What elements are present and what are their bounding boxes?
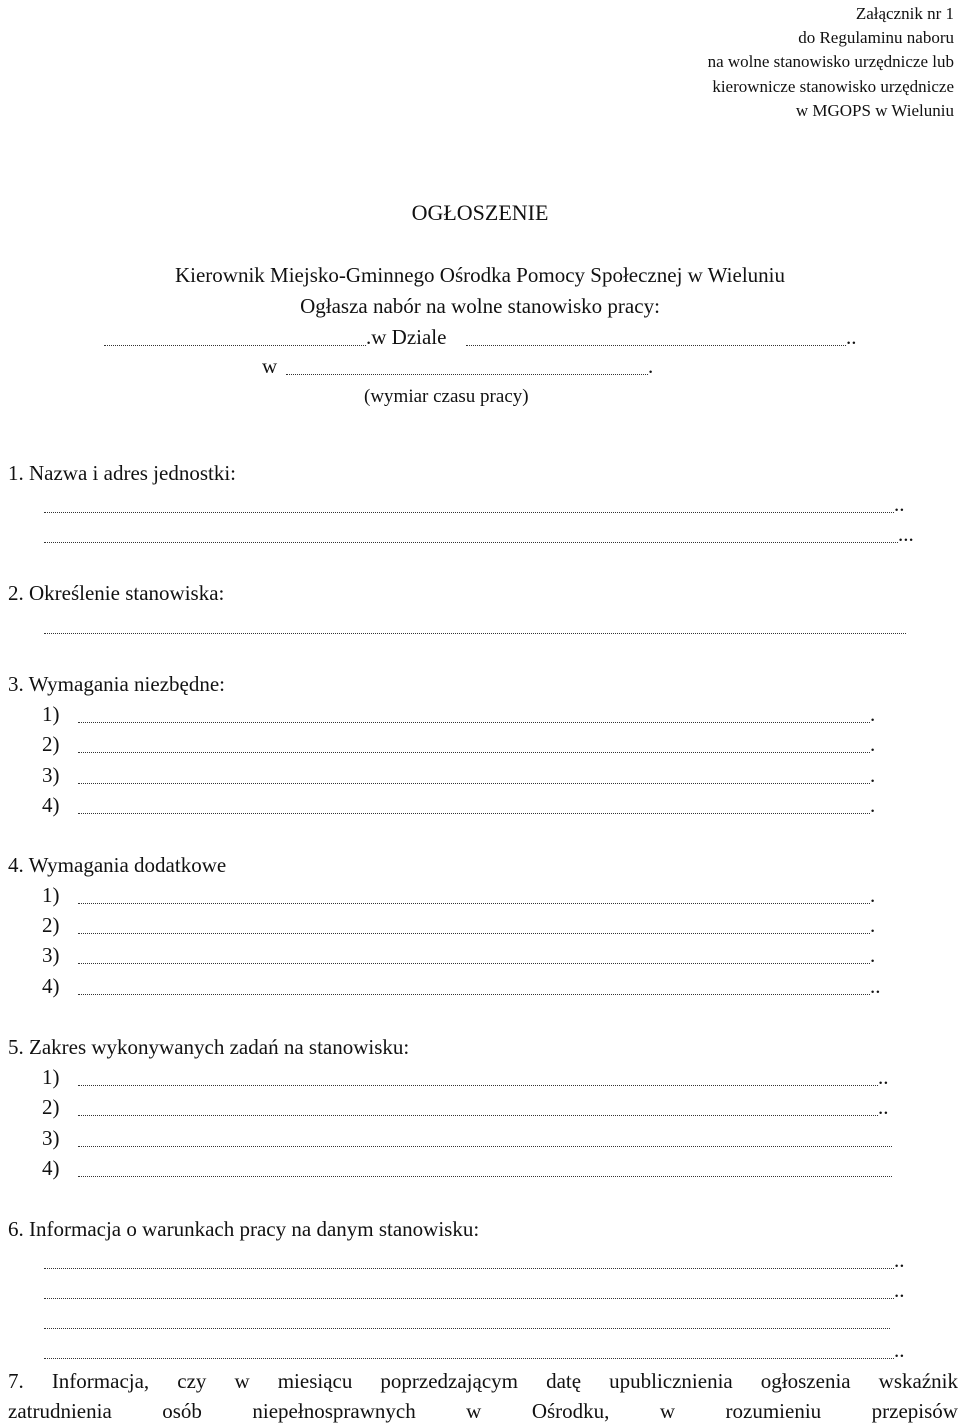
header-line-5: w MGOPS w Wieluniu (795, 100, 954, 120)
department-field[interactable] (466, 345, 846, 346)
section-6-title: 6. Informacja o warunkach pracy na danym stanowisku: (8, 1217, 480, 1241)
s3-item-3-field[interactable] (78, 783, 870, 784)
s7-word: w (466, 1399, 482, 1423)
s5-item-1-field[interactable] (78, 1085, 878, 1086)
s3-item-2-label: 2) (42, 732, 60, 756)
s6-field-4[interactable] (44, 1358, 894, 1359)
work-time-field[interactable] (286, 374, 648, 375)
s7-word: czy (177, 1369, 207, 1393)
s7-word: rozumieniu (725, 1399, 822, 1423)
s4-item-1-end: . (870, 883, 876, 907)
s3-item-1-end: . (870, 702, 876, 726)
s4-item-1-field[interactable] (78, 903, 870, 904)
section-3-title: 3. Wymagania niezbędne: (8, 672, 226, 696)
header-line-1: Załącznik nr 1 (855, 4, 954, 23)
work-time-caption: (wymiar czasu pracy) (364, 386, 529, 407)
s7-word: osób (162, 1399, 202, 1423)
attachment-header (554, 2, 954, 123)
s7-word: ogłoszenia (760, 1369, 851, 1393)
s7-word: wskaźnik (878, 1369, 958, 1393)
s5-item-2-label: 2) (42, 1095, 60, 1119)
s7-word: niepełnosprawnych (252, 1399, 416, 1423)
s7-word: poprzedzającym (380, 1369, 518, 1393)
s4-item-2-field[interactable] (78, 933, 870, 934)
s5-item-2-field[interactable] (78, 1115, 878, 1116)
s5-item-3-label: 3) (42, 1126, 60, 1150)
s4-item-3-label: 3) (42, 943, 60, 967)
announcement-title: OGŁOSZENIE (411, 200, 549, 225)
s4-item-2-end: . (870, 913, 876, 937)
section-1-end-2: ... (898, 522, 914, 546)
w-end: . (648, 354, 654, 378)
w-label: w (262, 354, 278, 378)
s3-item-1-label: 1) (42, 702, 60, 726)
header-line-3: na wolne stanowisko urzędnicze lub (707, 52, 954, 72)
s3-item-4-field[interactable] (78, 813, 870, 814)
s5-item-2-end: .. (878, 1095, 889, 1119)
section-5-title: 5. Zakres wykonywanych zadań na stanowisku: (8, 1035, 410, 1059)
s7-word: Informacja, (51, 1369, 150, 1393)
announcement-line-1: Kierownik Miejsko-Gminnego Ośrodka Pomocy Społecznej w Wieluniu (174, 263, 785, 287)
dept-end: .. (846, 325, 857, 349)
s5-item-1-end: .. (878, 1065, 889, 1089)
s3-item-2-field[interactable] (78, 752, 870, 753)
s7-word: zatrudnienia (8, 1399, 112, 1423)
s7-word: przepisów (871, 1399, 958, 1423)
s3-item-4-end: . (870, 793, 876, 817)
s5-item-4-label: 4) (42, 1156, 60, 1180)
s7-word: datę (546, 1369, 582, 1393)
s6-end-2: .. (894, 1278, 905, 1302)
s3-item-3-label: 3) (42, 763, 60, 787)
section-7-line-2 (8, 1398, 958, 1424)
header-line-4: kierownicze stanowisko urzędnicze (712, 76, 954, 96)
s4-item-4-field[interactable] (78, 994, 870, 995)
s7-word: Ośrodku, (531, 1399, 610, 1423)
section-2-title: 2. Określenie stanowiska: (8, 581, 225, 605)
s6-field-2[interactable] (44, 1298, 894, 1299)
s4-item-4-label: 4) (42, 974, 60, 998)
s6-field-3[interactable] (44, 1328, 890, 1329)
section-1-field-1[interactable] (44, 512, 894, 513)
section-1-end-1: .. (894, 492, 905, 516)
section-7-line-1 (8, 1368, 958, 1394)
s7-word: miesiącu (277, 1369, 353, 1393)
s6-end-4: .. (894, 1338, 905, 1362)
section-1-title: 1. Nazwa i adres jednostki: (8, 461, 237, 485)
s3-item-4-label: 4) (42, 793, 60, 817)
s4-item-1-label: 1) (42, 883, 60, 907)
s5-item-1-label: 1) (42, 1065, 60, 1089)
s7-word: w (234, 1369, 250, 1393)
section-1-field-2[interactable] (44, 542, 898, 543)
s5-item-4-field[interactable] (78, 1176, 892, 1177)
dept-label: .w Dziale (366, 325, 447, 349)
announcement-line-2: Ogłasza nabór na wolne stanowisko pracy: (300, 294, 660, 318)
s3-item-2-end: . (870, 732, 876, 756)
section-2-field[interactable] (44, 633, 906, 634)
s3-item-3-end: . (870, 763, 876, 787)
s6-field-1[interactable] (44, 1268, 894, 1269)
s7-word: 7. (8, 1369, 24, 1393)
s7-word: upublicznienia (609, 1369, 733, 1393)
s3-item-1-field[interactable] (78, 722, 870, 723)
s7-word: w (659, 1399, 676, 1423)
s4-item-4-end: .. (870, 974, 881, 998)
s4-item-3-field[interactable] (78, 963, 870, 964)
header-line-2: do Regulaminu naboru (798, 28, 954, 48)
s4-item-2-label: 2) (42, 913, 60, 937)
s5-item-3-field[interactable] (78, 1146, 892, 1147)
section-4-title: 4. Wymagania dodatkowe (8, 853, 227, 877)
position-name-field[interactable] (104, 345, 366, 346)
s6-end-1: .. (894, 1248, 905, 1272)
s4-item-3-end: . (870, 943, 876, 967)
